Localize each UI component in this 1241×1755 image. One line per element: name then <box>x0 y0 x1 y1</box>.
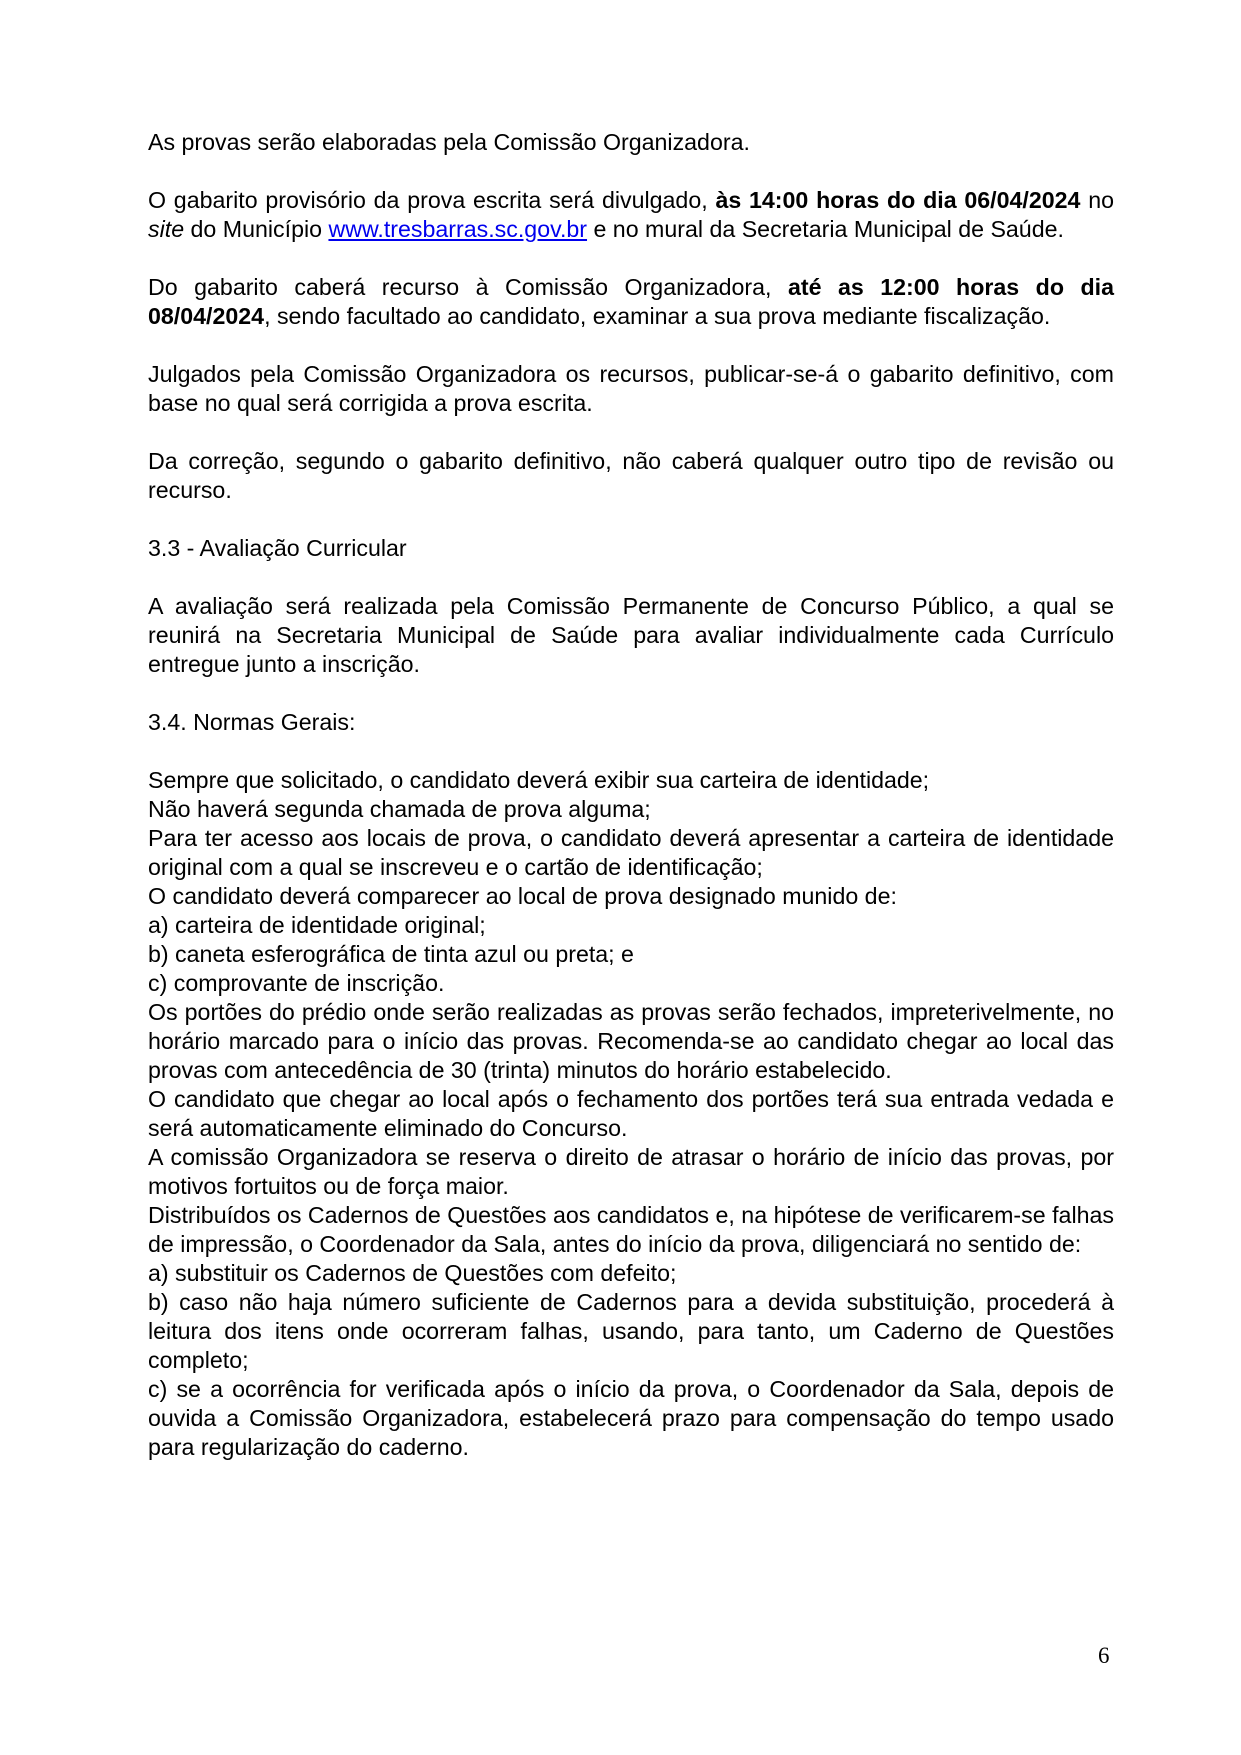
list-item: c) se a ocorrência for verificada após o início da prova, o Coordenador da Sala, depois de ouvida a Comissão Organizadora, estabelecerá prazo para compensação do tempo usado para regularização do caderno. <box>148 1376 1114 1460</box>
municipality-website-link[interactable]: www.tresbarras.sc.gov.br <box>328 216 588 242</box>
paragraph-gabarito-provisorio <box>148 186 1114 244</box>
italic-text: site <box>148 216 185 242</box>
text-segment: Do gabarito caberá recurso à Comissão Organizadora, <box>148 274 788 300</box>
list-item: c) comprovante de inscrição. <box>148 970 445 996</box>
list-item: Os portões do prédio onde serão realizadas as provas serão fechados, impreterivelmente, no horário marcado para o início das provas. Recomenda-se ao candidato chegar ao local das provas com antecedência de 30 (trinta) minutos do horário estabelecido. <box>148 999 1114 1083</box>
list-item: O candidato que chegar ao local após o fechamento dos portões terá sua entrada vedada e será automaticamente eliminado do Concurso. <box>148 1086 1114 1141</box>
bold-date-text: às 14:00 horas do dia 06/04/2024 <box>715 187 1081 213</box>
list-item: b) caso não haja número suficiente de Cadernos para a devida substituição, procederá à leitura dos itens onde ocorreram falhas, usando, para tanto, um Caderno de Questões completo; <box>148 1289 1114 1373</box>
list-item: a) carteira de identidade original; <box>148 912 486 938</box>
paragraph-gabarito-definitivo: Julgados pela Comissão Organizadora os recursos, publicar-se-á o gabarito definitivo, com base no qual será corrigida a prova escrita. <box>148 361 1114 416</box>
section-heading-avaliacao-curricular: 3.3 - Avaliação Curricular <box>148 535 407 561</box>
list-item: b) caneta esferográfica de tinta azul ou preta; e <box>148 941 634 967</box>
text-segment: , sendo facultado ao candidato, examinar a sua prova mediante fiscalização. <box>264 303 1051 329</box>
text-segment: do Município <box>184 216 329 242</box>
text-segment: O gabarito provisório da prova escrita será divulgado, <box>148 187 716 213</box>
paragraph-avaliacao-curricular: A avaliação será realizada pela Comissão Permanente de Concurso Público, a qual se reunirá na Secretaria Municipal de Saúde para avaliar individualmente cada Currículo entregue junto a inscrição. <box>148 593 1114 677</box>
list-item: Para ter acesso aos locais de prova, o candidato deverá apresentar a carteira de identidade original com a qual se inscreveu e o cartão de identificação; <box>148 825 1114 880</box>
list-item: Sempre que solicitado, o candidato deverá exibir sua carteira de identidade; <box>148 767 930 793</box>
list-item: O candidato deverá comparecer ao local de prova designado munido de: <box>148 883 897 909</box>
text-segment: no <box>1080 187 1114 213</box>
normas-gerais-list <box>148 766 1114 1462</box>
paragraph-provas-elaboradas: As provas serão elaboradas pela Comissão Organizadora. <box>148 129 750 155</box>
document-body <box>148 128 1114 1462</box>
bold-date-text: até as 12:00 horas do dia 08/04/2024 <box>148 274 1114 329</box>
list-item: A comissão Organizadora se reserva o direito de atrasar o horário de início das provas, por motivos fortuitos ou de força maior. <box>148 1144 1114 1199</box>
paragraph-recurso-gabarito <box>148 273 1114 331</box>
list-item: Não haverá segunda chamada de prova alguma; <box>148 796 651 822</box>
page-number: 6 <box>1098 1643 1110 1668</box>
paragraph-correcao: Da correção, segundo o gabarito definitivo, não caberá qualquer outro tipo de revisão ou recurso. <box>148 448 1114 503</box>
section-heading-normas-gerais: 3.4. Normas Gerais: <box>148 709 356 735</box>
list-item: Distribuídos os Cadernos de Questões aos candidatos e, na hipótese de verificarem-se falhas de impressão, o Coordenador da Sala, antes do início da prova, diligenciará no sentido de: <box>148 1202 1114 1257</box>
list-item: a) substituir os Cadernos de Questões com defeito; <box>148 1260 677 1286</box>
text-segment: e no mural da Secretaria Municipal de Saúde. <box>587 216 1064 242</box>
